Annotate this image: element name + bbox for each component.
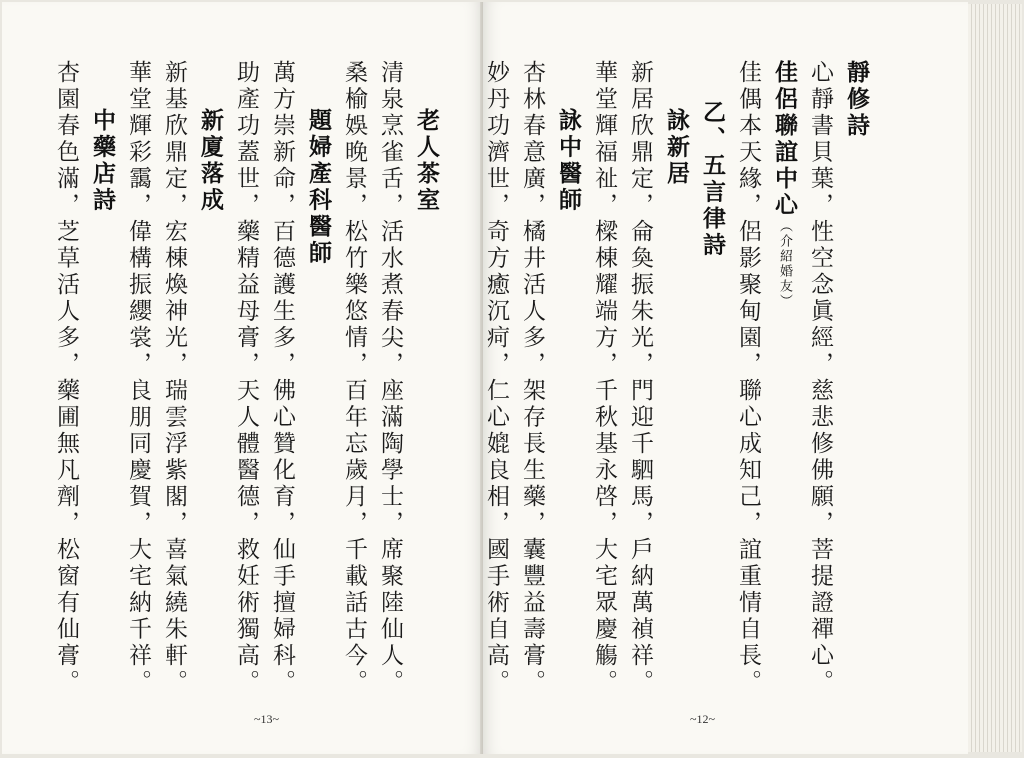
poem-line: 華堂輝彩靄，偉構振纓裳，良朋同慶賀，大宅納千祥。	[125, 60, 151, 696]
poem-line: 桑榆娛晚景，松竹樂悠情，百年忘歲月，千載話古今。	[341, 60, 367, 696]
poem-line: 心靜書貝葉，性空念眞經，慈悲修佛願，菩提證禪心。	[807, 60, 833, 696]
section-title-wuyan: 乙、五言律詩	[699, 100, 725, 259]
poem-title-fuchan: 題婦產科醫師	[305, 108, 331, 267]
poem-line: 妙丹功濟世，奇方癒沉疴，仁心媲良相，國手術自高。	[483, 60, 509, 696]
poem-title-xinsha: 新廈落成	[197, 108, 223, 214]
poem-line: 助產功蓋世，藥精益母膏，天人體醫德，救妊術獨高。	[233, 60, 259, 696]
poem-title-jialv	[770, 60, 798, 309]
poem-line: 萬方崇新命，百德護生多，佛心贊化育，仙手擅婦科。	[269, 60, 295, 696]
page-number-right: ~12~	[690, 712, 715, 726]
page-number-left: ~13~	[254, 712, 279, 726]
poem-title-zhongyi: 詠中醫師	[555, 108, 581, 214]
poem-line: 杏園春色滿，芝草活人多，藥圃無凡劑，松窗有仙膏。	[53, 60, 79, 696]
poem-line: 佳偶本天緣，侶影聚甸園，聯心成知己，誼重情自長。	[735, 60, 761, 696]
poem-line: 杏林春意廣，橘井活人多，架存長生藥，囊豐益壽膏。	[519, 60, 545, 696]
poem-title-jingxiu: 靜修詩	[843, 60, 869, 140]
poem-title-xinju: 詠新居	[663, 108, 689, 188]
poem-line: 清泉烹雀舌，活水煮春尖，座滿陶學士，席聚陸仙人。	[377, 60, 403, 696]
poem-line: 華堂輝福祉，樑棟耀端方，千秋基永啓，大宅眾慶觴。	[591, 60, 617, 696]
page-edges	[968, 4, 1022, 752]
poem-line: 新基欣鼎定，宏棟煥神光，瑞雲浮紫閣，喜氣繞朱軒。	[161, 60, 187, 696]
poem-title-zhongyao: 中藥店詩	[89, 108, 115, 214]
poem-line: 新居欣鼎定，侖奐振朱光，門迎千駟馬，戶納萬禎祥。	[627, 60, 653, 696]
heading-note: （介紹婚友）	[777, 219, 792, 309]
heading-text: 佳侶聯誼中心	[771, 60, 797, 219]
poem-title-laoren: 老人茶室	[413, 108, 439, 214]
